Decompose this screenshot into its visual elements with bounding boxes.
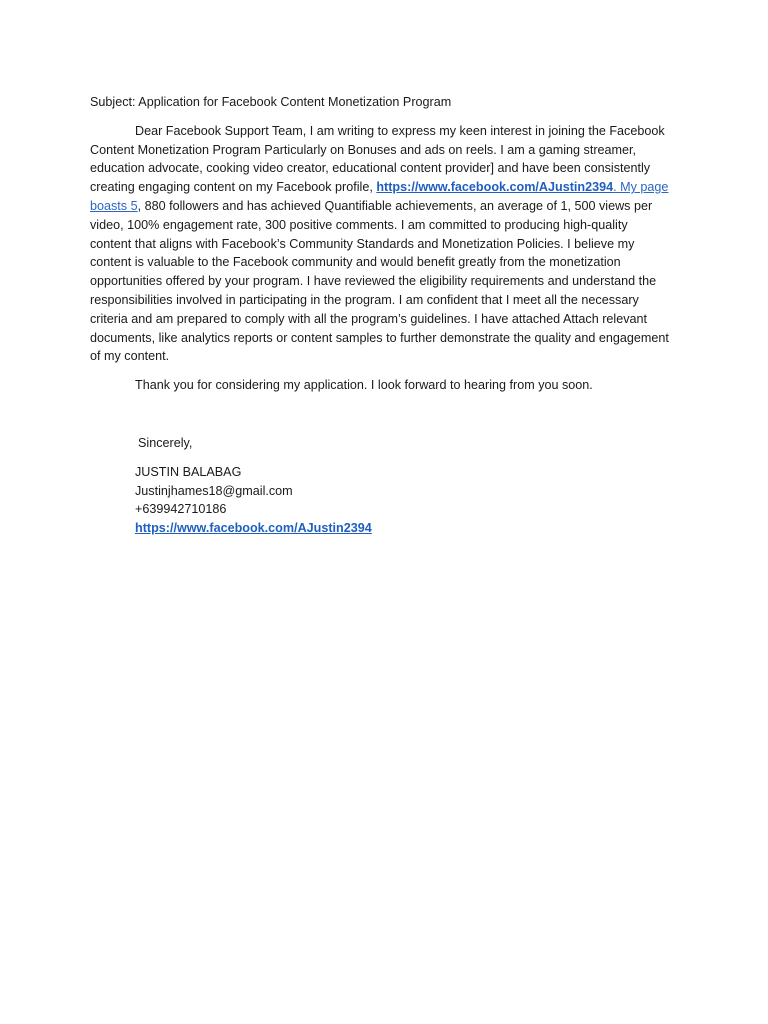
thanks-paragraph: Thank you for considering my application. I look forward to hearing from you soon. [135, 378, 593, 393]
closing-text: Sincerely, [138, 435, 193, 450]
page-boasts-link[interactable]: . My page boasts 5 [90, 180, 669, 213]
paragraph-text-part1: Dear Facebook Support Team, I am writing to express my keen interest in joining the Facebook Content Monetization Program Particularly on Bonuses and ads on reels. I am a gaming streamer, education advocate, cooking video creator, educational content provider] and have been consistently creating engaging content on my Facebook profile, [90, 123, 665, 195]
letter-subject: Subject: Application for Facebook Content Monetization Program [90, 95, 452, 109]
letter-main-paragraph [90, 122, 672, 366]
signature-link-line [135, 519, 672, 538]
profile-link[interactable]: https://www.facebook.com/AJustin2394 [376, 180, 614, 195]
signature-email: Justinjhames18@gmail.com [135, 483, 293, 498]
signature-name: JUSTIN BALABAG [135, 464, 242, 479]
spacer [90, 405, 672, 434]
letter-body [90, 93, 672, 538]
signature-block [90, 434, 672, 538]
signature-facebook-link[interactable]: https://www.facebook.com/AJustin2394 [135, 521, 372, 536]
paragraph-text-part2: , 880 followers and has achieved Quantifiable achievements, an average of 1, 500 views per video, 100% engagement rate, 300 positive comments. I am committed to producing high-quality content that aligns with Facebook’s Community Standards and Monetization Policies. I believe my content is valuable to the Facebook community and would benefit greatly from the monetization opportunities offered by your program. I have reviewed the eligibility requirements and understand the responsibilities involved in participating in the program. I am confident that I meet all the necessary criteria and am prepared to comply with all the program’s guidelines. I have attached Attach relevant documents, like analytics reports or content samples to further demonstrate the quality and engagement of my content. [90, 198, 669, 364]
signature-phone: +639942710186 [135, 502, 227, 517]
